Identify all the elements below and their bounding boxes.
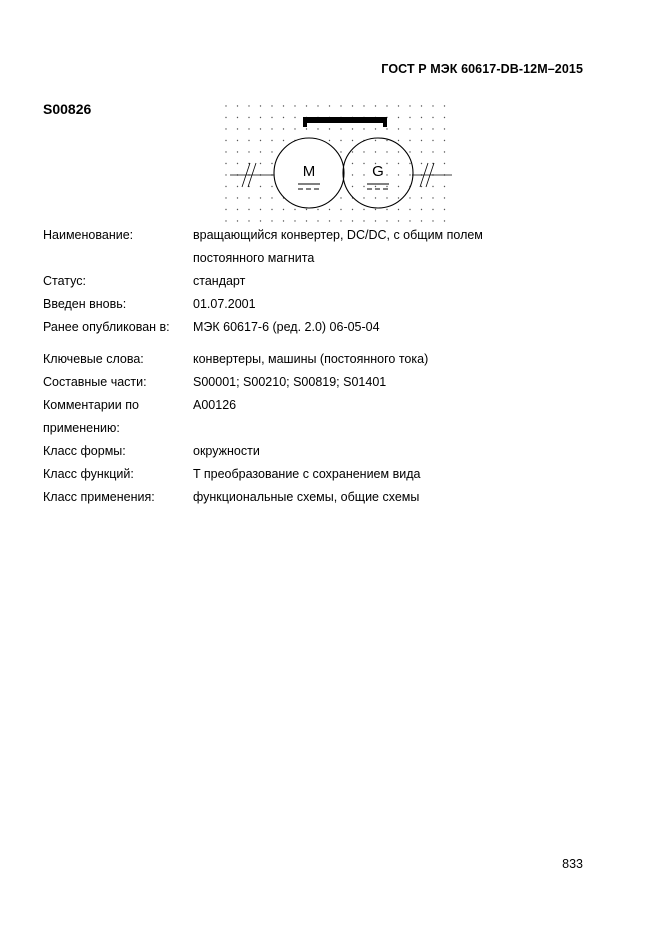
property-label: Класс функций: (43, 467, 134, 481)
grid-dot (271, 105, 272, 106)
grid-dot (225, 186, 226, 187)
property-label: Класс применения: (43, 490, 155, 504)
grid-dot (398, 174, 399, 175)
grid-dot (363, 105, 364, 106)
property-label: Ранее опубликован в: (43, 320, 170, 334)
grid-dot (432, 186, 433, 187)
grid-dot (421, 105, 422, 106)
grid-dot (398, 197, 399, 198)
grid-dot (317, 105, 318, 106)
grid-dot (444, 105, 445, 106)
grid-dot (386, 140, 387, 141)
grid-dot (248, 197, 249, 198)
grid-dot (237, 197, 238, 198)
grid-dot (398, 140, 399, 141)
grid-dot (225, 140, 226, 141)
grid-dot (398, 186, 399, 187)
grid-dot (237, 186, 238, 187)
grid-dot (421, 163, 422, 164)
grid-dot (352, 209, 353, 210)
grid-dot (421, 197, 422, 198)
grid-dot (432, 140, 433, 141)
grid-dot (432, 220, 433, 221)
symbol-code: S00826 (43, 101, 92, 117)
grid-dot (409, 220, 410, 221)
grid-dot (409, 209, 410, 210)
grid-dot (409, 163, 410, 164)
grid-dot (260, 220, 261, 221)
grid-dot (248, 209, 249, 210)
grid-dot (340, 151, 341, 152)
grid-dot (444, 209, 445, 210)
grid-dot (409, 128, 410, 129)
grid-dot (444, 163, 445, 164)
label-line: Комментарии по (43, 398, 139, 412)
grid-dot (363, 209, 364, 210)
property-value: T преобразование с сохранением вида (193, 467, 421, 481)
grid-dot (432, 117, 433, 118)
grid-dot (271, 163, 272, 164)
grid-dot (306, 220, 307, 221)
grid-dot (444, 151, 445, 152)
property-status (43, 270, 603, 293)
grid-dot (409, 105, 410, 106)
grid-dot (329, 140, 330, 141)
grid-dot (375, 128, 376, 129)
grid-dot (386, 186, 387, 187)
grid-dot (375, 220, 376, 221)
property-label (43, 394, 193, 440)
grid-dot (329, 105, 330, 106)
grid-dot (329, 220, 330, 221)
grid-dot (248, 140, 249, 141)
grid-dot (386, 209, 387, 210)
grid-dot (271, 220, 272, 221)
grid-dot (271, 128, 272, 129)
grid-dot (398, 163, 399, 164)
grid-dot (271, 117, 272, 118)
magnet-bar-fill (305, 117, 385, 123)
grid-dot (225, 163, 226, 164)
grid-dot (398, 105, 399, 106)
grid-dot (386, 174, 387, 175)
property-introduced (43, 293, 603, 316)
grid-dot (386, 220, 387, 221)
property-shape-class (43, 440, 603, 463)
property-name (43, 224, 603, 270)
value-line: вращающийся конвертер, DC/DC, с общим полем (193, 228, 483, 242)
motor-letter: M (302, 163, 316, 180)
grid-dot (237, 140, 238, 141)
generator-letter: G (372, 163, 384, 180)
grid-dot (375, 140, 376, 141)
property-value: A00126 (193, 398, 237, 412)
grid-dot (375, 186, 376, 187)
grid-dot (386, 151, 387, 152)
grid-dot (260, 128, 261, 129)
grid-dot (306, 128, 307, 129)
grid-dot (317, 220, 318, 221)
grid-dot (444, 197, 445, 198)
grid-dot (248, 117, 249, 118)
grid-dot (225, 197, 226, 198)
grid-dot (363, 151, 364, 152)
grid-dot (432, 105, 433, 106)
grid-dot (340, 197, 341, 198)
grid-dot (248, 128, 249, 129)
grid-dot (386, 163, 387, 164)
property-label: Класс формы: (43, 444, 126, 458)
grid-dot (225, 117, 226, 118)
grid-dot (432, 209, 433, 210)
properties-list (43, 224, 603, 509)
grid-dot (363, 128, 364, 129)
grid-dot (260, 105, 261, 106)
grid-dot (294, 105, 295, 106)
grid-dot (444, 128, 445, 129)
grid-dot (363, 220, 364, 221)
grid-dot (421, 220, 422, 221)
grid-dot (271, 197, 272, 198)
property-function-class (43, 463, 603, 486)
grid-dot (363, 186, 364, 187)
grid-dot (352, 186, 353, 187)
grid-dot (352, 220, 353, 221)
grid-dot (225, 128, 226, 129)
grid-dot (225, 151, 226, 152)
grid-dot (398, 117, 399, 118)
grid-dot (386, 105, 387, 106)
grid-dot (225, 209, 226, 210)
property-value: S00001; S00210; S00819; S01401 (193, 375, 387, 389)
grid-dot (432, 197, 433, 198)
grid-dot (444, 220, 445, 221)
property-label: Ключевые слова: (43, 352, 144, 366)
grid-dot (260, 163, 261, 164)
grid-dot (398, 128, 399, 129)
grid-dot (248, 151, 249, 152)
grid-dot (432, 151, 433, 152)
page-number: 833 (562, 857, 583, 871)
grid-dot (432, 128, 433, 129)
grid-dot (306, 105, 307, 106)
grid-dot (352, 174, 353, 175)
grid-dot (271, 140, 272, 141)
grid-dot (225, 174, 226, 175)
grid-dot (421, 186, 422, 187)
property-value: МЭК 60617-6 (ред. 2.0) 06-05-04 (193, 320, 380, 334)
grid-dot (237, 128, 238, 129)
grid-dot (237, 220, 238, 221)
grid-dot (294, 209, 295, 210)
grid-dot (237, 117, 238, 118)
grid-dot (444, 186, 445, 187)
document-header: ГОСТ Р МЭК 60617-DB-12M–2015 (381, 62, 583, 76)
grid-dot (225, 220, 226, 221)
grid-dot (363, 163, 364, 164)
grid-dot (352, 140, 353, 141)
grid-dot (409, 174, 410, 175)
grid-dot (237, 209, 238, 210)
grid-dot (283, 117, 284, 118)
grid-dot (260, 209, 261, 210)
property-application-class (43, 486, 603, 509)
grid-dot (352, 128, 353, 129)
property-value: окружности (193, 444, 260, 458)
grid-dot (283, 140, 284, 141)
grid-dot (363, 197, 364, 198)
grid-dot (386, 197, 387, 198)
grid-dot (340, 140, 341, 141)
grid-dot (248, 220, 249, 221)
grid-dot (421, 117, 422, 118)
property-components (43, 371, 603, 394)
grid-dot (340, 209, 341, 210)
grid-dot (444, 140, 445, 141)
property-value (193, 224, 603, 270)
grid-dot (409, 197, 410, 198)
property-keywords (43, 348, 603, 371)
grid-dot (294, 128, 295, 129)
grid-dot (329, 209, 330, 210)
property-previously-published (43, 316, 603, 339)
grid-dot (398, 220, 399, 221)
grid-dot (294, 117, 295, 118)
grid-dot (363, 174, 364, 175)
grid-dot (260, 186, 261, 187)
grid-dot (317, 128, 318, 129)
grid-dot (340, 128, 341, 129)
grid-dot (340, 220, 341, 221)
grid-dot (294, 220, 295, 221)
grid-dot (306, 209, 307, 210)
grid-dot (260, 117, 261, 118)
value-line: постоянного магнита (193, 251, 315, 265)
grid-dot (375, 105, 376, 106)
grid-dot (260, 197, 261, 198)
property-label: Составные части: (43, 375, 147, 389)
grid-dot (260, 151, 261, 152)
grid-dot (317, 209, 318, 210)
grid-dot (409, 151, 410, 152)
grid-dot (375, 209, 376, 210)
grid-dot (283, 105, 284, 106)
grid-dot (271, 151, 272, 152)
grid-dot (375, 197, 376, 198)
grid-dot (421, 209, 422, 210)
grid-dot (340, 105, 341, 106)
grid-dot (421, 151, 422, 152)
grid-dot (398, 209, 399, 210)
property-label: Статус: (43, 274, 86, 288)
grid-dot (409, 140, 410, 141)
grid-dot (329, 128, 330, 129)
grid-dot (283, 220, 284, 221)
grid-dot (421, 128, 422, 129)
grid-dot (283, 209, 284, 210)
grid-dot (225, 105, 226, 106)
grid-dot (271, 186, 272, 187)
grid-dot (444, 117, 445, 118)
property-value: стандарт (193, 274, 246, 288)
grid-dot (237, 105, 238, 106)
property-value: 01.07.2001 (193, 297, 256, 311)
grid-dot (283, 128, 284, 129)
property-label: Введен вновь: (43, 297, 127, 311)
grid-dot (352, 151, 353, 152)
grid-dot (386, 128, 387, 129)
grid-dot (271, 209, 272, 210)
grid-dot (237, 151, 238, 152)
symbol-figure (220, 100, 460, 225)
grid-dot (248, 105, 249, 106)
property-value: конвертеры, машины (постоянного тока) (193, 352, 429, 366)
property-value: функциональные схемы, общие схемы (193, 490, 420, 504)
property-application-notes (43, 394, 603, 440)
grid-dot (375, 151, 376, 152)
grid-dot (237, 163, 238, 164)
grid-dot (421, 140, 422, 141)
grid-dot (398, 151, 399, 152)
property-label: Наименование: (43, 228, 134, 242)
grid-dot (352, 105, 353, 106)
grid-dot (352, 163, 353, 164)
grid-dot (260, 140, 261, 141)
label-line: применению: (43, 421, 120, 435)
grid-dot (409, 117, 410, 118)
